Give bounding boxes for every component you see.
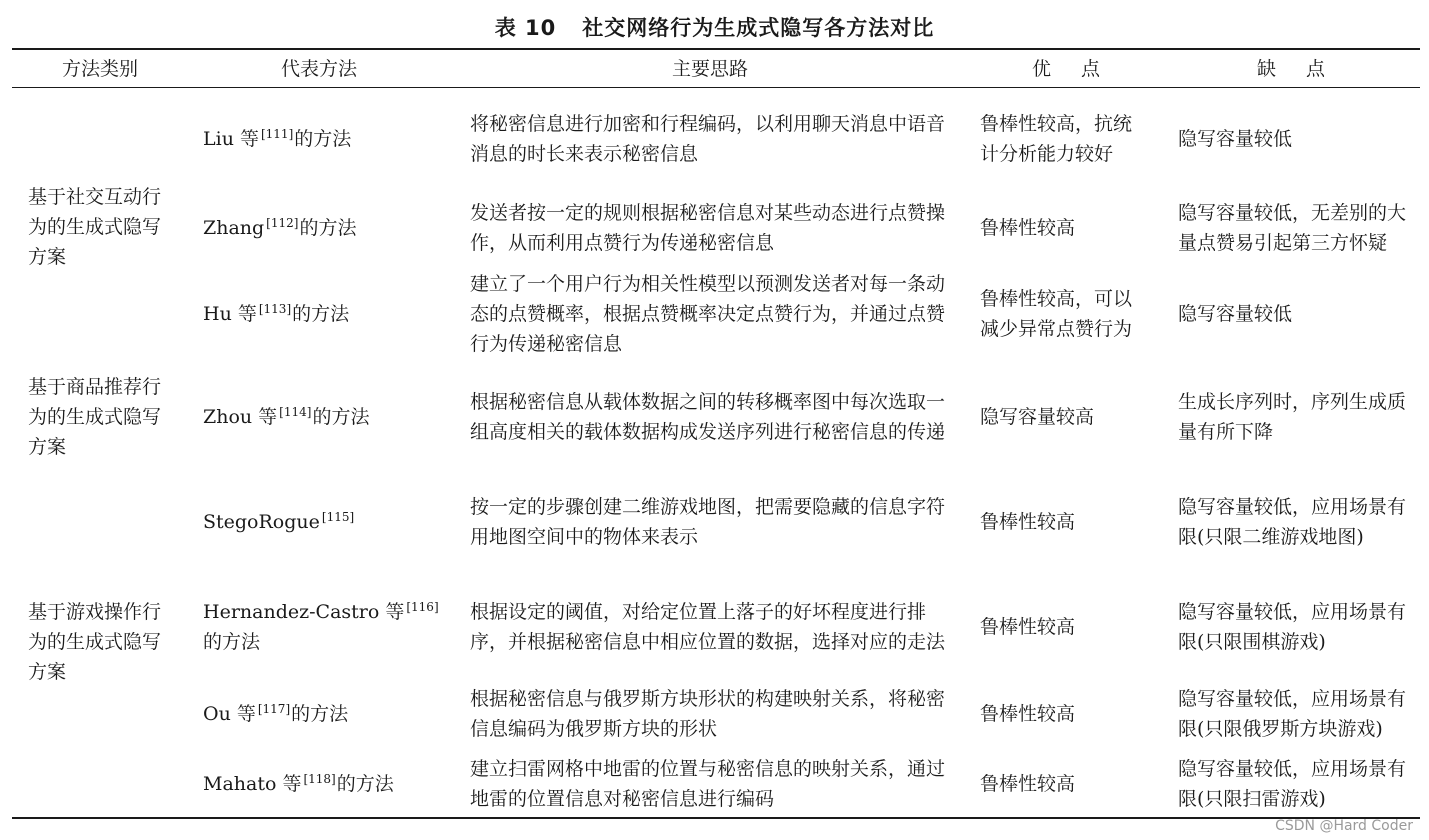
- idea-ou: 根据秘密信息与俄罗斯方块形状的构建映射关系，将秘密信息编码为俄罗斯方块的形状: [470, 688, 946, 740]
- category-game-operation: 基于游戏操作行为的生成式隐写方案: [28, 601, 162, 683]
- method-mahato: Mahato 等 [118]的方法: [203, 771, 394, 795]
- pros-ou: 鲁棒性较高: [980, 703, 1076, 725]
- idea-zhang: 发送者按一定的规则根据秘密信息对某些动态进行点赞操作，从而利用点赞行为传递秘密信息: [470, 202, 946, 254]
- cons-stegorogue: 隐写容量较低，应用场景有限(只限二维游戏地图): [1178, 496, 1407, 548]
- top-rule: [12, 48, 1420, 50]
- header-category: 方法类别: [61, 58, 138, 80]
- method-hu: Hu 等 [113]的方法: [203, 301, 350, 325]
- pros-zhang: 鲁棒性较高: [980, 217, 1076, 239]
- pros-hernandez-castro: 鲁棒性较高: [980, 616, 1076, 638]
- category-product-recommendation: 基于商品推荐行为的生成式隐写方案: [28, 376, 162, 458]
- pros-hu: 鲁棒性较高，可以减少异常点赞行为: [980, 288, 1133, 340]
- method-zhang: Zhang [112]的方法: [203, 215, 357, 239]
- pros-mahato: 鲁棒性较高: [980, 773, 1076, 795]
- table-caption: [0, 12, 1429, 42]
- idea-liu: 将秘密信息进行加密和行程编码，以利用聊天消息中语音消息的时长来表示秘密信息: [470, 113, 946, 165]
- table-title: 社交网络行为生成式隐写各方法对比: [582, 16, 935, 40]
- cons-hu: 隐写容量较低: [1178, 303, 1293, 325]
- pros-zhou: 隐写容量较高: [980, 406, 1095, 428]
- idea-hu: 建立了一个用户行为相关性模型以预测发送者对每一条动态的点赞概率，根据点赞概率决定点赞行为，并通过点赞行为传递秘密信息: [470, 273, 946, 355]
- cons-ou: 隐写容量较低，应用场景有限(只限俄罗斯方块游戏): [1178, 688, 1407, 740]
- idea-mahato: 建立扫雷网格中地雷的位置与秘密信息的映射关系，通过地雷的位置信息对秘密信息进行编码: [470, 758, 946, 810]
- idea-stegorogue: 按一定的步骤创建二维游戏地图，把需要隐藏的信息字符用地图空间中的物体来表示: [470, 496, 946, 548]
- header-idea: 主要思路: [671, 58, 748, 80]
- cons-zhang: 隐写容量较低，无差别的大量点赞易引起第三方怀疑: [1178, 202, 1407, 254]
- header-rule: [12, 87, 1420, 88]
- pros-liu: 鲁棒性较高，抗统计分析能力较好: [980, 113, 1133, 165]
- header-cons: 缺点: [1256, 58, 1355, 80]
- bottom-rule: [12, 817, 1420, 819]
- pros-stegorogue: 鲁棒性较高: [980, 511, 1076, 533]
- method-liu: Liu 等 [111]的方法: [203, 126, 352, 150]
- header-method: 代表方法: [280, 58, 357, 80]
- method-ou: Ou 等 [117]的方法: [203, 701, 349, 725]
- cons-hernandez-castro: 隐写容量较低，应用场景有限(只限围棋游戏): [1178, 601, 1407, 653]
- table-number: 表 10: [494, 16, 557, 40]
- idea-hernandez-castro: 根据设定的阈值，对给定位置上落子的好坏程度进行排序，并根据秘密信息中相应位置的数据，选择对应的走法: [470, 601, 946, 653]
- watermark: CSDN @Hard Coder: [1275, 818, 1413, 834]
- method-zhou: Zhou 等 [114]的方法: [203, 404, 370, 428]
- header-pros: 优点: [1031, 58, 1130, 80]
- method-stegorogue: StegoRogue [115]: [203, 509, 355, 533]
- category-social-interaction: 基于社交互动行为的生成式隐写方案: [28, 186, 162, 268]
- cons-zhou: 生成长序列时，序列生成质量有所下降: [1178, 391, 1407, 443]
- idea-zhou: 根据秘密信息从载体数据之间的转移概率图中每次选取一组高度相关的载体数据构成发送序列进行秘密信息的传递: [470, 391, 946, 443]
- cons-mahato: 隐写容量较低，应用场景有限(只限扫雷游戏): [1178, 758, 1407, 810]
- cons-liu: 隐写容量较低: [1178, 128, 1293, 150]
- method-hernandez-castro: Hernandez-Castro 等 [116]的方法: [203, 599, 439, 653]
